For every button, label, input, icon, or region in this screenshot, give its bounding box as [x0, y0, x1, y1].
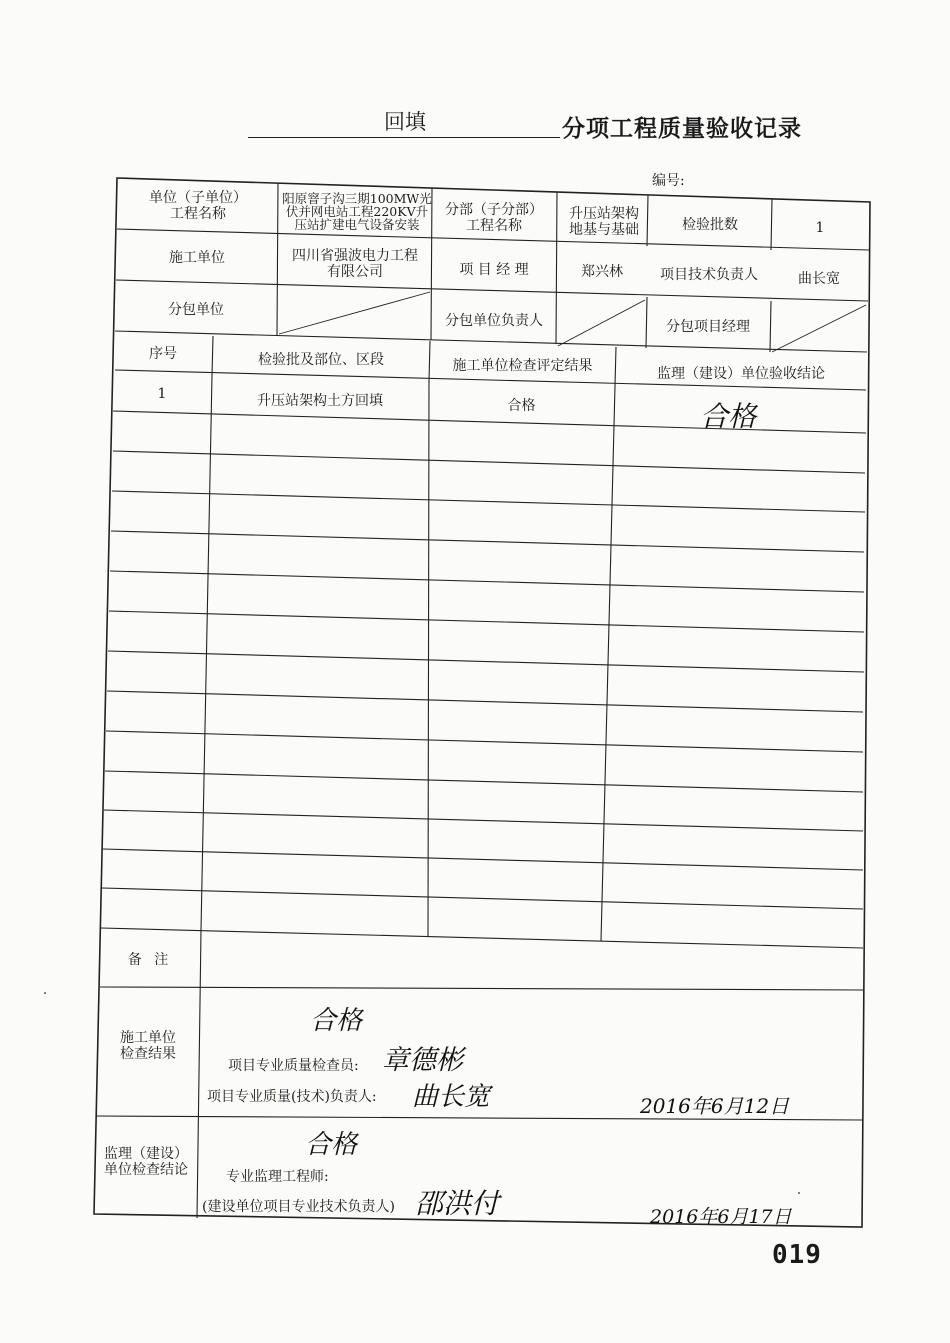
supervising-engineer-label: 专业监理工程师: — [226, 1169, 329, 1185]
record-code-label: 编号: — [652, 173, 685, 189]
col-header-conclusion: 监理（建设）单位验收结论 — [657, 366, 825, 382]
tech-lead-value: 曲长宽 — [798, 271, 840, 287]
unit-name-label: 单位（子单位） 工程名称 — [149, 190, 247, 222]
quality-manager-label: 项目专业质量(技术)负责人: — [207, 1089, 377, 1105]
col-header-part: 检验批及部位、区段 — [258, 352, 384, 368]
project-manager-label: 项 目 经 理 — [459, 262, 529, 278]
batch-count-label: 检验批数 — [682, 217, 738, 233]
row-1-result: 合格 — [507, 398, 536, 414]
row-1-part: 升压站架构土方回填 — [257, 393, 383, 409]
inspector-signature: 章德彬 — [382, 1045, 463, 1076]
row-1-no: 1 — [157, 386, 167, 402]
tech-lead-label: 项目技术负责人 — [660, 267, 758, 283]
subcontractor-pm-label: 分包项目经理 — [666, 319, 750, 335]
col-header-no: 序号 — [149, 346, 177, 362]
contractor-value: 四川省强波电力工程 有限公司 — [292, 248, 418, 280]
sub-project-label: 分部（子分部） 工程名称 — [445, 202, 543, 234]
col-header-result: 施工单位检查评定结果 — [452, 358, 593, 374]
contractor-check-date: 2016年6月12日 — [640, 1094, 790, 1118]
supervisor-check-handwritten-result: 合格 — [305, 1130, 358, 1160]
contractor-label: 施工单位 — [169, 250, 225, 266]
owner-tech-lead-label: (建设单位项目专业技术负责人) — [202, 1199, 395, 1215]
subcontractor-label: 分包单位 — [168, 302, 224, 318]
batch-count-value: 1 — [815, 220, 825, 236]
quality-manager-signature: 曲长宽 — [412, 1082, 491, 1112]
project-manager-value: 郑兴林 — [581, 264, 623, 280]
unit-name-value: 阳原窨子沟三期100MW光 伏并网电站工程220KV升 压站扩建电气设备安装 — [282, 191, 432, 232]
scan-speck — [44, 992, 46, 994]
contractor-check-label: 施工单位 检查结果 — [120, 1030, 176, 1062]
inspector-label: 项目专业质量检查员: — [228, 1058, 359, 1074]
subcontractor-head-label: 分包单位负责人 — [445, 313, 543, 329]
supervisor-check-date: 2016年6月17日 — [650, 1206, 792, 1228]
scan-speck — [798, 1192, 800, 1194]
sub-project-value: 升压站架构 地基与基础 — [569, 206, 639, 238]
page-number-stamp: 019 — [772, 1240, 822, 1270]
row-1-conclusion-handwritten: 合格 — [700, 400, 757, 433]
contractor-check-handwritten-result: 合格 — [310, 1006, 363, 1036]
title-prefix: 回填 — [384, 110, 426, 134]
page-title: 分项工程质量验收记录 — [562, 115, 802, 142]
supervisor-check-label: 监理（建设） 单位检查结论 — [104, 1146, 188, 1178]
supervisor-signature: 邵洪付 — [415, 1187, 500, 1220]
remarks-label: 备 注 — [127, 952, 173, 968]
